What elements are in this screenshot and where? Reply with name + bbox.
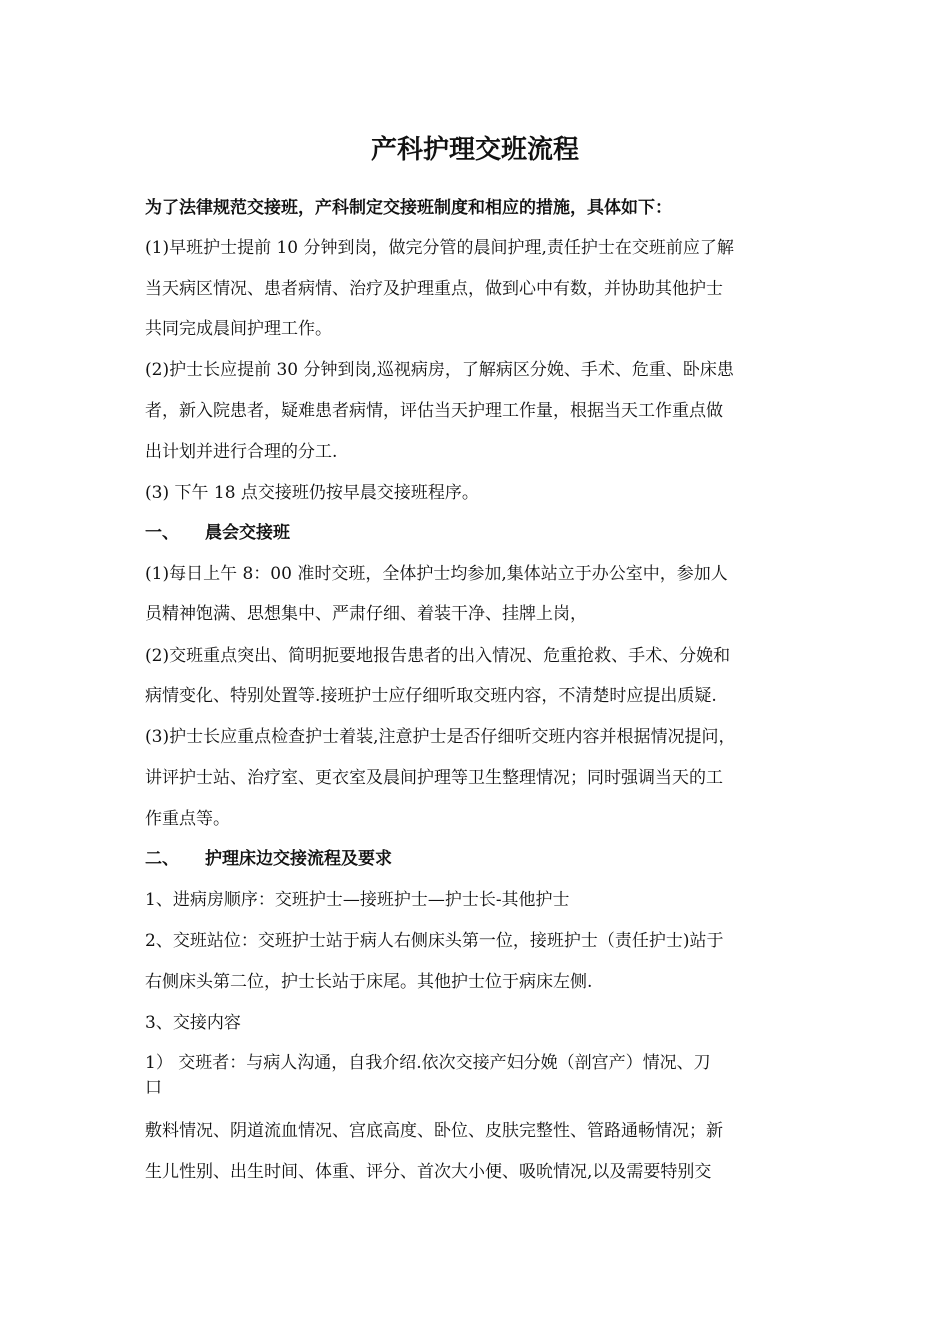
paragraph-line: 1） 交班者：与病人沟通，自我介绍.依次交接产妇分娩（剖宫产）情况、刀 xyxy=(145,1053,711,1073)
paragraph-line: (3)护士长应重点检查护士着装,注意护士是否仔细听交班内容并根据情况提问， xyxy=(145,727,736,747)
paragraph-line: 作重点等。 xyxy=(145,809,230,829)
page-title: 产科护理交班流程 xyxy=(370,135,579,165)
paragraph-line: (2)护士长应提前 30 分钟到岗,巡视病房，了解病区分娩、手术、危重、卧床患 xyxy=(145,360,734,380)
paragraph-line: (1)每日上午 8：00 准时交班，全体护士均参加,集体站立于办公室中，参加人 xyxy=(145,564,728,584)
section-number: 二、 xyxy=(145,849,179,869)
paragraph-line: (2)交班重点突出、简明扼要地报告患者的出入情况、危重抢救、手术、分娩和 xyxy=(145,646,731,666)
paragraph-line: 员精神饱满、思想集中、严肃仔细、着装干净、挂牌上岗， xyxy=(145,604,587,624)
paragraph-line: 右侧床头第二位，护士长站于床尾。其他护士位于病床左侧. xyxy=(145,972,593,992)
paragraph-line: (3) 下午 18 点交接班仍按早晨交接班程序。 xyxy=(145,483,479,503)
paragraph-line: 讲评护士站、治疗室、更衣室及晨间护理等卫生整理情况；同时强调当天的工 xyxy=(145,768,723,788)
paragraph-line: 口 xyxy=(145,1078,162,1098)
intro-text: 为了法律规范交接班，产科制定交接班制度和相应的措施，具体如下： xyxy=(145,198,672,218)
section-title: 护理床边交接流程及要求 xyxy=(205,849,392,869)
paragraph-line: 当天病区情况、患者病情、治疗及护理重点，做到心中有数，并协助其他护士 xyxy=(145,279,723,299)
paragraph-line: 出计划并进行合理的分工. xyxy=(145,442,338,462)
paragraph-line: 生儿性别、出生时间、体重、评分、首次大小便、吸吮情况,以及需要特别交 xyxy=(145,1162,712,1182)
paragraph-line: 共同完成晨间护理工作。 xyxy=(145,319,332,339)
paragraph-line: 敷料情况、阴道流血情况、宫底高度、卧位、皮肤完整性、管路通畅情况；新 xyxy=(145,1121,723,1141)
paragraph-line: 病情变化、特别处置等.接班护士应仔细听取交班内容，不清楚时应提出质疑. xyxy=(145,686,717,706)
paragraph-line: 2、交班站位：交班护士站于病人右侧床头第一位，接班护士（责任护士)站于 xyxy=(145,931,724,951)
paragraph-line: 3、交接内容 xyxy=(145,1013,241,1033)
section-title: 晨会交接班 xyxy=(205,523,290,543)
section-number: 一、 xyxy=(145,523,179,543)
paragraph-line: 1、进病房顺序：交班护士—接班护士—护士长-其他护士 xyxy=(145,890,570,910)
paragraph-line: (1)早班护士提前 10 分钟到岗，做完分管的晨间护理,责任护士在交班前应了解 xyxy=(145,238,734,258)
paragraph-line: 者，新入院患者，疑难患者病情，评估当天护理工作量，根据当天工作重点做 xyxy=(145,401,723,421)
